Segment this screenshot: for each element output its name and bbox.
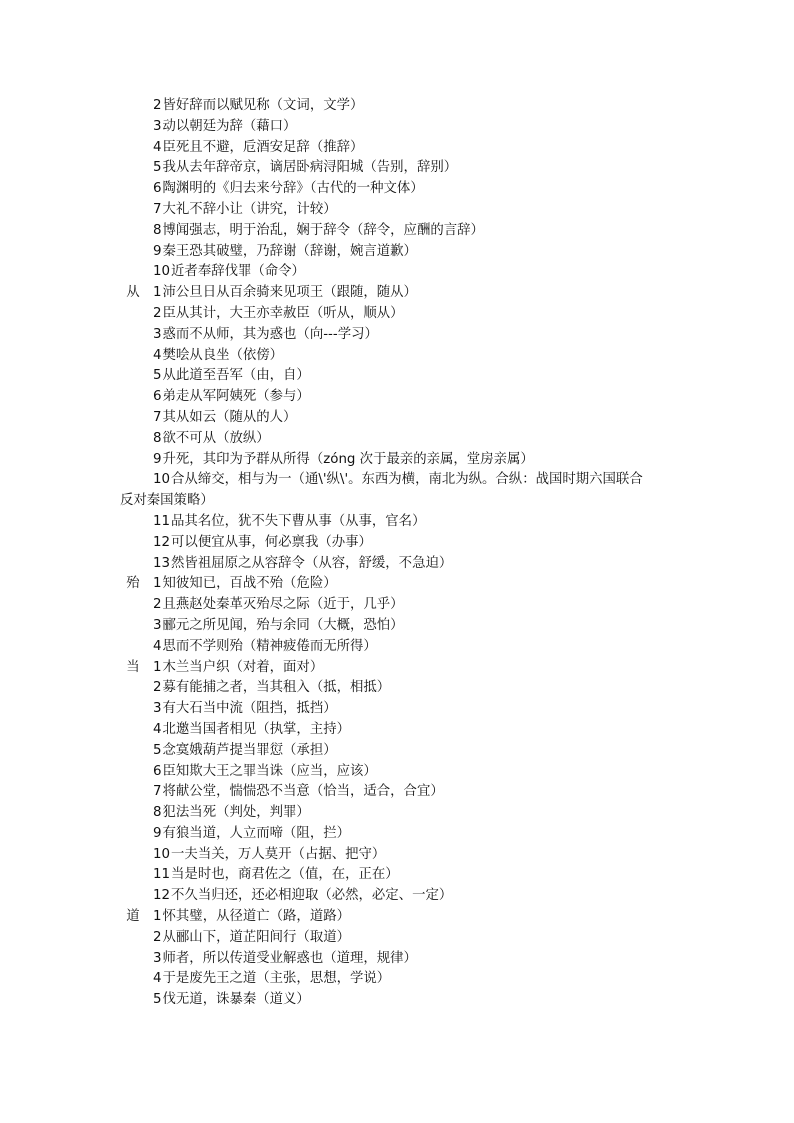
entry-number: 6 [153,763,162,779]
entry-line [0,325,794,346]
entry-line [0,637,794,658]
entry-sentence: 于是废先王之道（主张，思想，学说） [162,971,391,987]
entry-number: 8 [153,805,162,821]
entry-text [153,242,417,263]
entry-number: 7 [153,409,162,425]
entry-number: 5 [153,742,162,758]
entry-text [153,845,385,866]
entry-text [153,470,643,491]
headword: 从 [126,285,140,301]
entry-sentence: 合从缔交，相与为一（通\'纵\'。东西为横，南北为纵。合纵：战国时期六国联合 [171,472,643,488]
entry-number: 3 [153,950,162,966]
entry-line [0,907,794,928]
entry-number: 4 [153,721,162,737]
entry-text [153,824,350,845]
entry-sentence: 将献公堂，惴惴恐不当意（恰当，适合，合宜） [162,784,444,800]
entry-text [153,678,390,699]
entry-line [0,408,794,429]
entry-line [0,990,794,1011]
entry-number: 6 [153,389,162,405]
headword: 殆 [126,576,140,592]
entry-number: 10 [153,264,171,280]
entry-sentence: 然皆祖屈原之从容辞令（从容，舒缓，不急迫） [171,555,453,571]
entry-line [0,969,794,990]
entry-sentence: 一夫当关，万人莫开（占据、把守） [171,846,386,862]
entry-sentence: 其从如云（随从的人） [162,409,297,425]
entry-line [0,658,794,679]
entry-line [0,346,794,367]
entry-number: 4 [153,347,162,363]
entry-line [0,387,794,408]
entry-number: 7 [153,784,162,800]
entry-sentence: 可以便宜从事，何必禀我（办事） [171,534,372,550]
entry-text [153,96,363,117]
entry-text [153,138,363,159]
entry-text [153,699,337,720]
entry-sentence: 有狼当道，人立而啼（阻，拦） [162,825,350,841]
headword: 道 [126,909,140,925]
entry-number: 12 [153,888,171,904]
entry-number: 3 [153,617,162,633]
entry-number: 5 [153,368,162,384]
entry-text [153,346,283,367]
entry-number: 1 [153,576,162,592]
entry-sentence: 思而不学则殆（精神疲倦而无所得） [162,638,377,654]
entry-sentence: 升死，其印为予群从所得（zóng 次于最亲的亲属，堂房亲属） [162,451,534,467]
entry-sentence: 博闻强志，明于治乱，娴于辞令（辞令，应酬的言辞） [162,222,484,238]
entry-sentence: 近者奉辞伐罪（命令） [171,264,305,280]
entry-text [153,782,444,803]
entry-line [0,762,794,783]
entry-number: 8 [153,430,162,446]
entry-text [153,158,457,179]
entry-text [153,762,377,783]
entry-number: 4 [153,638,162,654]
entry-text [153,304,404,325]
entry-text [153,221,484,242]
entry-text [153,803,310,824]
entry-number: 12 [153,534,171,550]
entry-number: 6 [153,181,162,197]
entry-text [153,907,350,928]
entry-text [153,741,337,762]
entry-line [0,720,794,741]
entry-text [153,616,404,637]
entry-line [0,803,794,824]
entry-line [0,512,794,533]
entry-line [0,741,794,762]
entry-text [153,262,305,283]
entry-number: 8 [153,222,162,238]
entry-text [153,429,270,450]
entry-sentence: 惑而不从师，其为惑也（向---学习） [162,326,378,342]
entry-number: 9 [153,825,162,841]
entry-sentence: 师者，所以传道受业解惑也（道理，规律） [162,950,417,966]
entry-sentence: 郦元之所见闻，殆与余同（大概，恐怕） [162,617,404,633]
entry-sentence: 品其名位，犹不失下曹从事（从事，官名） [171,513,426,529]
entry-sentence: 大礼不辞小让（讲究，计较） [162,201,337,217]
entry-line [0,699,794,720]
entry-text [153,865,399,886]
entry-sentence: 当是时也，商君佐之（值，在，正在） [171,867,399,883]
entry-line [0,96,794,117]
entry-number: 11 [153,867,171,883]
entry-line [0,845,794,866]
entry-line [0,366,794,387]
entry-line [0,262,794,283]
entry-text [153,179,424,200]
entry-sentence: 不久当归还，还必相迎取（必然，必定、一定） [171,888,453,904]
entry-line [0,283,794,304]
entry-text [153,554,452,575]
entry-number: 4 [153,139,162,155]
entry-line [0,179,794,200]
entry-text [153,969,390,990]
entry-text [153,886,452,907]
entry-sentence: 秦王恐其破璧，乃辞谢（辞谢，婉言道歉） [162,243,417,259]
entry-number: 9 [153,243,162,259]
entry-text [153,658,323,679]
entry-sentence: 从此道至吾军（由，自） [162,368,310,384]
entry-line [0,242,794,263]
entry-line [0,304,794,325]
entry-text [153,387,310,408]
entry-text [153,283,417,304]
entry-sentence: 弟走从军阿姨死（参与） [162,389,310,405]
entry-line [0,470,794,512]
entry-number: 1 [153,285,162,301]
entry-text [153,408,296,429]
entry-line [0,782,794,803]
entry-number: 11 [153,513,171,529]
entry-text [153,990,310,1011]
entry-sentence: 动以朝廷为辞（藉口） [162,118,297,134]
entry-line [0,824,794,845]
entry-sentence: 北邀当国者相见（执掌，主持） [162,721,350,737]
entry-sentence: 臣知欺大王之罪当诛（应当，应该） [162,763,377,779]
entry-number: 4 [153,971,162,987]
entry-sentence: 樊哙从良坐（依傍） [162,347,284,363]
entry-sentence: 陶渊明的《归去来兮辞》（古代的一种文体） [162,181,424,197]
entry-text [153,574,337,595]
entry-number: 2 [153,929,162,945]
entry-text [153,366,310,387]
entry-sentence: 知彼知已，百战不殆（危险） [162,576,337,592]
entry-line [0,928,794,949]
entry-line [0,533,794,554]
entry-line [0,200,794,221]
entry-line [0,138,794,159]
entry-number: 9 [153,451,162,467]
entry-sentence: 臣从其计，大王亦幸赦臣（听从，顺从） [162,305,404,321]
entry-line [0,886,794,907]
entry-sentence: 念寞娥葫芦提当罪愆（承担） [162,742,337,758]
entry-line [0,949,794,970]
entry-text [153,325,378,346]
entry-sentence: 我从去年辞帝京，谪居卧病浔阳城（告别，辞别） [162,160,458,176]
entry-sentence: 募有能捕之者，当其租入（抵，相抵） [162,680,391,696]
entry-line [0,678,794,699]
entry-text [153,949,417,970]
entry-number: 2 [153,305,162,321]
entry-number: 13 [153,555,171,571]
entry-line [0,450,794,471]
entry-text [153,117,296,138]
entry-line [0,554,794,575]
entry-text [153,533,372,554]
entry-line [0,158,794,179]
entry-sentence: 犯法当死（判处，判罪） [162,805,310,821]
entry-line [0,865,794,886]
entry-number: 2 [153,680,162,696]
entry-number: 1 [153,659,162,675]
entry-sentence: 伐无道，诛暴秦（道义） [162,992,310,1008]
entry-line [0,616,794,637]
entry-number: 1 [153,909,162,925]
entry-sentence: 臣死且不避，卮酒安足辞（推辞） [162,139,364,155]
entry-number: 2 [153,98,162,113]
entry-sentence: 怀其璧，从径道亡（路，道路） [162,909,350,925]
entry-line [0,429,794,450]
document-body [0,96,794,1011]
entry-text [153,512,425,533]
entry-text [153,200,337,221]
headword: 当 [126,659,140,675]
entry-sentence: 从郦山下，道芷阳间行（取道） [162,929,350,945]
entry-number: 10 [153,472,171,488]
entry-sentence: 且燕赵处秦革灭殆尽之际（近于，几乎） [162,597,404,613]
entry-number: 10 [153,846,171,862]
entry-line [0,117,794,138]
entry-sentence: 皆好辞而以赋见称（文词，文学） [162,98,364,113]
entry-number: 7 [153,201,162,217]
entry-sentence: 沛公旦日从百余骑来见项王（跟随，随从） [162,285,417,301]
entry-number: 3 [153,701,162,717]
entry-line [0,221,794,242]
entry-sentence: 有大石当中流（阻挡，抵挡） [162,701,337,717]
entry-number: 3 [153,326,162,342]
entry-number: 5 [153,992,162,1008]
entry-text [153,928,350,949]
entry-text [153,595,404,616]
entry-sentence: 欲不可从（放纵） [162,430,270,446]
entry-number: 3 [153,118,162,134]
entry-text [153,637,377,658]
entry-number: 2 [153,597,162,613]
entry-continuation: 反对秦国策略） [120,493,214,509]
entry-line [0,595,794,616]
entry-line [0,574,794,595]
entry-sentence: 木兰当户织（对着，面对） [162,659,324,675]
entry-number: 5 [153,160,162,176]
entry-text [153,720,350,741]
entry-text [153,450,534,471]
